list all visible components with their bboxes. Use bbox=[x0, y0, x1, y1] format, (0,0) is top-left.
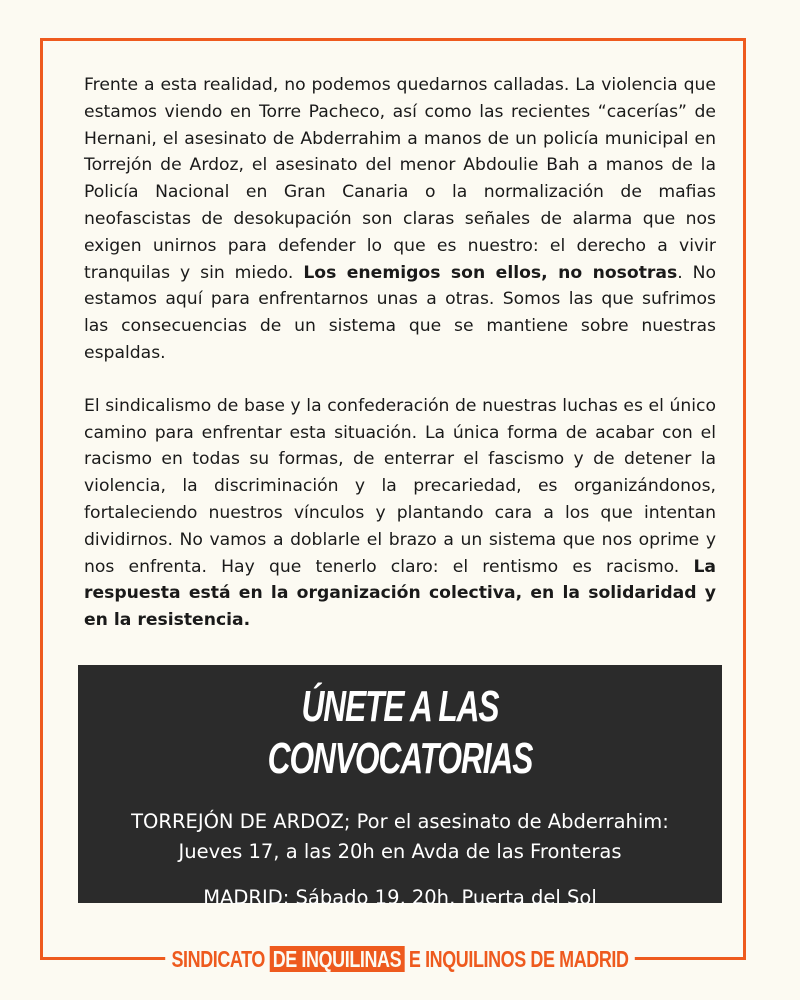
madrid-line: MADRID: Sábado 19, 20h, Puerta del Sol bbox=[203, 886, 597, 909]
torrejon-line-1: TORREJÓN DE ARDOZ; Por el asesinato de Abderrahim: bbox=[131, 810, 669, 833]
footer-highlight: DE INQUILINAS bbox=[270, 946, 405, 972]
paragraph-1-text: Frente a esta realidad, no podemos quedarnos calladas. La violencia que estamos viendo en Torre Pacheco, así como las recientes “cacerías” de Hernani, el asesinato de Abderrahim a manos de un policía municipal en Torrejón de Ardoz, el asesinato del menor Abdoulie Bah a manos de la Policía Nacional en Gran Canaria o la normalización de mafias neofascistas de desokupación son claras señales de alarma que nos exigen unirnos para defender lo que es nuestro: el derecho a vivir tranquilas y sin miedo. bbox=[84, 75, 716, 283]
torrejon-line-2: Jueves 17, a las 20h en Avda de las Fronteras bbox=[178, 840, 622, 863]
footer-part-2: E INQUILINOS DE MADRID bbox=[408, 946, 629, 972]
madrid-event bbox=[78, 883, 722, 913]
paragraph-2 bbox=[84, 393, 716, 634]
footer-signature bbox=[0, 944, 800, 974]
torrejon-event bbox=[78, 807, 722, 867]
footer-part-1: SINDICATO bbox=[171, 946, 265, 972]
paragraph-1-bold: Los enemigos son ellos, no nosotras bbox=[303, 262, 678, 283]
paragraph-2-text: El sindicalismo de base y la confederación de nuestras luchas es el único camino para enfrentar esta situación. La única forma de acabar con el racismo en todas su formas, de enterrar el fascismo y de detener la violencia, la discriminación y la precariedad, es organizándonos, fortaleciendo nuestros vínculos y plantando cara a los que intentan dividirnos. No vamos a doblarle el brazo a un sistema que nos oprime y nos enfrenta. Hay que tenerlo claro: el rentismo es racismo. bbox=[84, 395, 716, 577]
paragraph-2-bold: La respuesta está en la organización colectiva, en la solidaridad y en la resistencia. bbox=[84, 556, 716, 631]
paragraph-1-rest: . No estamos aquí para enfrentarnos unas a otras. Somos las que sufrimos las consecuencias de un sistema que se mantiene sobre nuestras espaldas. bbox=[84, 262, 717, 363]
article-body bbox=[84, 72, 716, 660]
call-to-action-panel bbox=[78, 665, 722, 909]
cta-title: ÚNETE A LAS CONVOCATORIAS bbox=[267, 682, 533, 783]
paragraph-1 bbox=[84, 72, 716, 367]
organization-name bbox=[165, 944, 635, 974]
